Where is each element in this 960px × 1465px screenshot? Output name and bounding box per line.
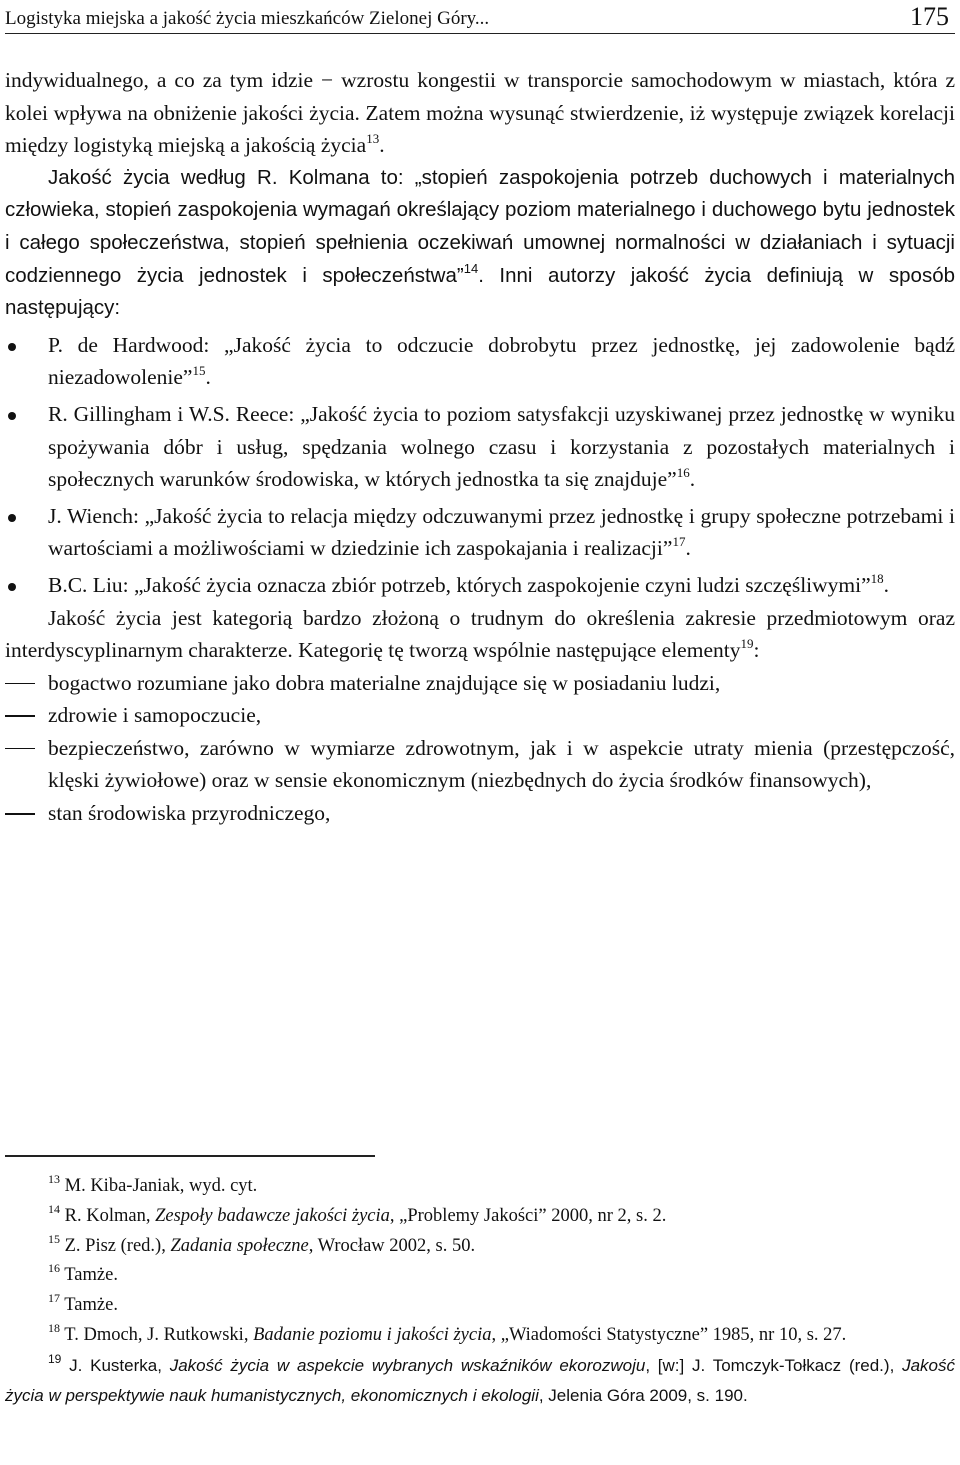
dash-icon [5,683,35,685]
footnote-ref-15[interactable]: 15 [192,363,206,379]
footnote-source: , „Wiadomości Statystyczne” 1985, nr 10, s. 27. [491,1324,847,1345]
bullet-icon [8,583,16,591]
footnote-number: 13 [48,1172,60,1186]
definition-end: . [685,536,691,561]
footnote-number: 14 [48,1201,60,1216]
element-text: stan środowiska przyrodniczego, [48,801,331,826]
footnote-source: , [w:] J. Tomczyk-Tołkacz (red.), [645,1355,903,1375]
footnote-source: , Wrocław 2002, s. 50. [308,1235,476,1256]
footnote-number: 15 [48,1231,60,1246]
element-item [5,797,955,830]
element-text: bogactwo rozumiane jako dobra materialne znajdujące się w posiadaniu ludzi, [48,670,721,695]
definition-end: . [689,467,696,492]
footnote-separator [5,1155,375,1157]
footnote-text: M. Kiba-Janiak, wyd. cyt. [64,1176,258,1196]
footnote-15 [5,1232,955,1262]
footnote-title-2: Jakość życia w perspektywie nauk humanistycznych, ekonomicznych i ekologii [5,1355,955,1405]
footnote-title: Jakość życia w aspekcie wybranych wskaźników ekorozwoju [169,1355,646,1375]
footnote-17 [5,1291,955,1321]
element-text: bezpieczeństwo, zarówno w wymiarze zdrowotnym, jak i w aspekcie utraty mienia (przestępczość, klęski żywiołowe) oraz w sensie ekonomicznym (niezbędnych do życia środków finansowych), [48,735,955,793]
paragraph-2-text: Jakość życia według R. Kolmana to: „stopień zaspokojenia potrzeb duchowych i materialnych człowieka, stopień zaspokojenia wymagań określający poziom materialnego i duchowego bytu jednostek i całego społeczeństwa, stopień spełnienia oczekiwań umownej normalności w działaniach i sytuacji codziennego życia jednostek i społeczeństwa” [5,165,955,287]
elements-list [5,667,955,830]
element-item [5,667,955,700]
footnote-number: 18 [48,1320,60,1335]
footnotes [5,1172,955,1410]
paragraph-2 [5,162,955,325]
footnote-ref-13[interactable]: 13 [366,131,380,147]
dash-icon [5,748,35,750]
paragraph-1-text: indywidualnego, a co za tym idzie − wzrostu kongestii w transporcie samochodowym w miastach, która z kolei wpływa na obniżenie jakości życia. Zatem można wysunąć stwierdzenie, iż występuje związek korelacji między logistyką miejską a jakością życia [5,68,955,158]
footnote-number: 16 [48,1261,60,1276]
definitions-list [5,329,955,602]
footnote-ref-17[interactable]: 17 [672,534,686,550]
footnote-18 [5,1321,955,1351]
footnote-number: 19 [48,1351,62,1366]
paragraph-1-end: . [379,133,385,158]
paragraph-3 [5,602,955,667]
bullet-icon [8,514,16,522]
element-text: zdrowie i samopoczucie, [48,703,262,728]
page-number: 175 [910,2,949,31]
definition-text: P. de Hardwood: „Jakość życia to odczucie dobrobytu przez jednostkę, jej zadowolenie bądź niezadowolenie” [48,332,955,390]
paragraph-1 [5,64,955,162]
footnote-14 [5,1202,955,1232]
paragraph-2-text-end: . Inni autorzy jakość życia definiują w sposób następujący: [5,263,955,320]
footnote-author: Z. Pisz (red.), [64,1235,171,1256]
footnote-source-end: , Jelenia Góra 2009, s. 190. [538,1385,748,1405]
footnote-author: T. Dmoch, J. Rutkowski, [64,1324,254,1345]
running-header [5,0,955,34]
main-text [5,64,955,830]
footnote-text: Tamże. [64,1265,118,1286]
paragraph-3-end: : [753,638,760,663]
footnote-ref-19[interactable]: 19 [740,636,754,652]
definition-text: R. Gillingham i W.S. Reece: „Jakość życia to poziom satysfakcji uzyskiwanej przez jednostkę w wyniku spożywania dóbr i usług, spędzania wolnego czasu i korzystania z pozostałych materialnych i społecznych warunków środowiska, w których jednostka ta się znajduje” [48,401,955,492]
page [5,0,955,1405]
footnote-title: Zadania społeczne [170,1235,309,1256]
bullet-icon [8,412,16,420]
definition-item [5,329,955,394]
element-item [5,699,955,732]
footnote-title: Zespoły badawcze jakości życia [155,1205,390,1226]
definition-end: . [205,365,211,390]
footnote-ref-18[interactable]: 18 [870,570,884,586]
dash-icon [5,715,35,717]
footnote-source: , „Problemy Jakości” 2000, nr 2, s. 2. [389,1205,667,1226]
footnote-13 [5,1172,955,1202]
footnote-number: 17 [48,1291,60,1306]
footnote-author: J. Kusterka, [69,1355,170,1375]
paragraph-3-text: Jakość życia jest kategorią bardzo złożoną o trudnym do określenia zakresie przedmiotowym oraz interdyscyplinarnym charakterze. Kategorię tę tworzą wspólnie następujące elementy [5,605,955,663]
footnote-ref-14[interactable]: 14 [463,260,479,276]
footnote-19 [5,1351,955,1411]
definition-item [5,569,955,602]
definition-item [5,500,955,565]
definition-end: . [883,572,890,597]
definition-text: B.C. Liu: „Jakość życia oznacza zbiór potrzeb, których zaspokojenie czyni ludzi szczęśliwymi” [48,572,871,597]
dash-icon [5,813,35,815]
definition-text: J. Wiench: „Jakość życia to relacja między odczuwanymi przez jednostkę i grupy społeczne potrzebami i wartościami a możliwościami w dziedzinie ich zaspokajania i realizacji” [48,503,955,561]
bullet-icon [8,343,16,351]
element-item [5,732,955,797]
footnote-16 [5,1261,955,1291]
definition-item [5,398,955,496]
footnote-author: R. Kolman, [64,1205,156,1226]
footnote-ref-16[interactable]: 16 [676,465,690,481]
footnote-text: Tamże. [64,1295,118,1316]
footnote-title: Badanie poziomu i jakości życia [253,1324,492,1345]
running-title: Logistyka miejska a jakość życia mieszkańców Zielonej Góry... [5,8,490,29]
